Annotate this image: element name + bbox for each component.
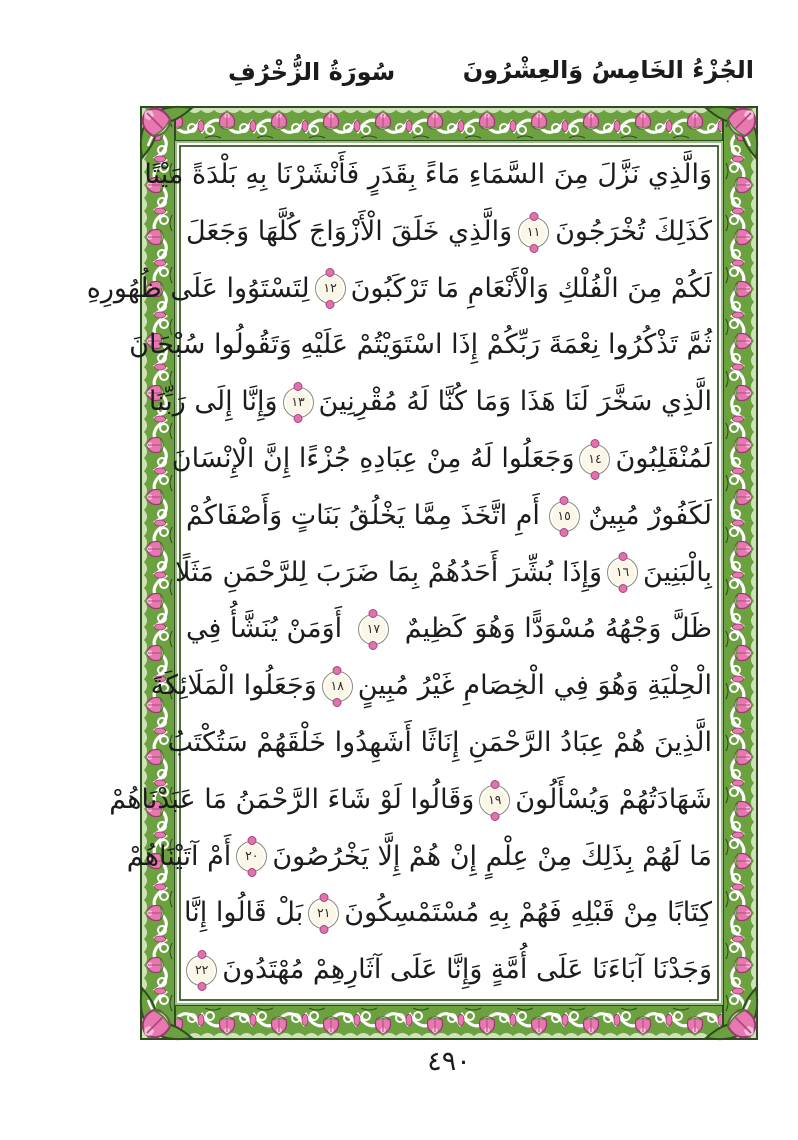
verse-end-marker: ١٢ bbox=[315, 273, 346, 304]
verse-end-marker: ١٨ bbox=[322, 671, 353, 702]
quran-line-11 bbox=[167, 715, 712, 772]
quran-line-5 bbox=[148, 374, 712, 431]
verse-end-marker: ١٤ bbox=[579, 444, 610, 475]
verse-end-marker: ١٦ bbox=[607, 557, 638, 588]
verse-end-marker: ٢٢ bbox=[186, 955, 217, 986]
ayah-text: وَالَّذِي نَزَّلَ مِنَ السَّمَاءِ مَاءً بِقَدَرٍ فَأَنْشَرْنَا بِهِ بَلْدَةً مَيْتًا bbox=[144, 159, 712, 190]
ayah-text: لِتَسْتَوُوا عَلَى ظُهُورِهِ bbox=[86, 272, 310, 304]
quran-text-block bbox=[86, 147, 712, 999]
ayah-text: أَمْ آتَيْنَاهُمْ bbox=[126, 840, 232, 872]
ayah-text: كِتَابًا مِنْ قَبْلِهِ فَهُمْ بِهِ مُسْتَمْسِكُونَ bbox=[344, 897, 712, 929]
quran-line-9 bbox=[186, 601, 712, 658]
verse-end-marker: ٢٠ bbox=[236, 841, 267, 872]
ayah-text: أَمِ اتَّخَذَ مِمَّا يَخْلُقُ بَنَاتٍ وَأَصْفَاكُمْ bbox=[186, 499, 540, 531]
verse-end-marker: ١١ bbox=[518, 217, 549, 248]
ayah-text: وَإِذَا بُشِّرَ أَحَدُهُمْ بِمَا ضَرَبَ لِلرَّحْمَنِ مَثَلًا bbox=[175, 556, 603, 588]
ayah-text: وَجَدْنَا آبَاءَنَا عَلَى أُمَّةٍ وَإِنَّا عَلَى آثَارِهِمْ مُهْتَدُونَ bbox=[222, 954, 712, 986]
ayah-text: ظَلَّ وَجْهُهُ مُسْوَدًّا وَهُوَ كَظِيمٌ bbox=[404, 613, 712, 645]
surah-title: سُورَةُ الزُّخْرُفِ bbox=[228, 58, 396, 86]
ayah-text: كَذَلِكَ تُخْرَجُونَ bbox=[555, 215, 712, 247]
ayah-text: مَا لَهُمْ بِذَلِكَ مِنْ عِلْمٍ إِنْ هُمْ إِلَّا يَخْرُصُونَ bbox=[272, 840, 712, 872]
verse-end-marker: ١٥ bbox=[549, 501, 580, 532]
juz-title: الجُزْءُ الخَامِسُ وَالعِشْرُونَ bbox=[462, 56, 754, 84]
ayah-text: أَوَمَنْ يُنَشَّأُ فِي bbox=[186, 613, 343, 645]
verse-end-marker: ١٣ bbox=[283, 387, 314, 418]
quran-line-1 bbox=[144, 147, 712, 204]
quran-line-12 bbox=[109, 772, 712, 829]
ayah-text: وَإِنَّا إِلَى رَبِّنَا bbox=[148, 386, 278, 418]
ayah-text: لَمُنْقَلِبُونَ bbox=[615, 442, 712, 474]
ayah-text: الْحِلْيَةِ وَهُوَ فِي الْخِصَامِ غَيْرُ مُبِينٍ bbox=[357, 670, 712, 702]
ayah-text: شَهَادَتُهُمْ وَيُسْأَلُونَ bbox=[515, 783, 712, 815]
ayah-text: وَالَّذِي خَلَقَ الْأَزْوَاجَ كُلَّهَا وَجَعَلَ bbox=[186, 215, 513, 247]
quran-line-8 bbox=[175, 545, 712, 602]
ayah-text: لَكَفُورٌ مُبِينٌ bbox=[588, 499, 712, 531]
quran-line-4 bbox=[129, 317, 712, 374]
quran-line-6 bbox=[171, 431, 712, 488]
quran-line-7 bbox=[186, 488, 712, 545]
quran-line-13 bbox=[126, 829, 712, 886]
ayah-text: ثُمَّ تَذْكُرُوا نِعْمَةَ رَبِّكُمْ إِذَا اسْتَوَيْتُمْ عَلَيْهِ وَتَقُولُوا سُبْحَانَ bbox=[129, 329, 712, 361]
quran-line-15 bbox=[186, 942, 712, 999]
quran-line-10 bbox=[150, 658, 712, 715]
verse-end-marker: ١٧ bbox=[358, 614, 389, 645]
ayah-text: بِالْبَنِينَ bbox=[643, 556, 712, 588]
ayah-text: وَجَعَلُوا الْمَلَائِكَةَ bbox=[150, 670, 317, 702]
ayah-text: وَجَعَلُوا لَهُ مِنْ عِبَادِهِ جُزْءًا إِنَّ الْإِنْسَانَ bbox=[171, 442, 575, 474]
ayah-text: لَكُمْ مِنَ الْفُلْكِ وَالْأَنْعَامِ مَا تَرْكَبُونَ bbox=[350, 272, 712, 304]
ayah-text: الَّذِينَ هُمْ عِبَادُ الرَّحْمَنِ إِنَاثًا أَشَهِدُوا خَلْقَهُمْ سَتُكْتَبُ bbox=[167, 726, 712, 758]
ayah-text: بَلْ قَالُوا إِنَّا bbox=[184, 897, 304, 929]
verse-end-marker: ١٩ bbox=[479, 785, 510, 816]
ayah-text: وَقَالُوا لَوْ شَاءَ الرَّحْمَنُ مَا عَبَدْنَاهُمْ bbox=[109, 783, 475, 815]
quran-line-14 bbox=[186, 885, 712, 942]
verse-end-marker: ٢١ bbox=[308, 898, 339, 929]
quran-line-3 bbox=[86, 261, 712, 318]
ayah-text: الَّذِي سَخَّرَ لَنَا هَذَا وَمَا كُنَّا لَهُ مُقْرِنِينَ bbox=[318, 386, 712, 418]
page-number: ٤٩٠ bbox=[427, 1046, 471, 1077]
quran-line-2 bbox=[186, 204, 712, 261]
